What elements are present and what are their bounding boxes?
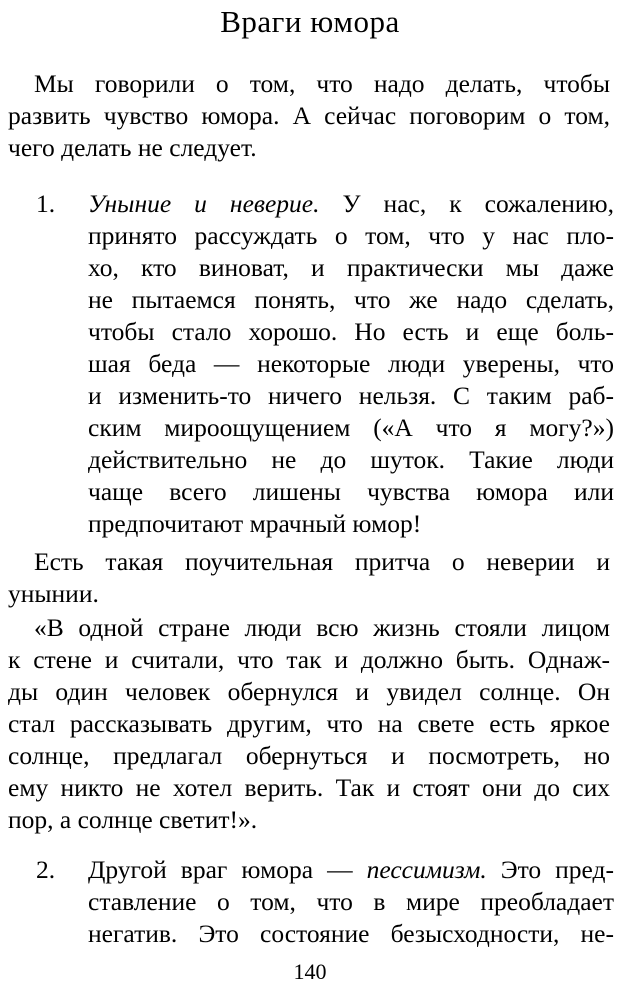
page-number: 140 [293,959,327,984]
text-line: унынии. [8,579,99,608]
text-line: хо, кто виноват, и практически мы даже [88,253,614,282]
text-line: и изменить-то ничего нельзя. С таким раб- [88,381,614,410]
text-line: шая беда — некоторые люди уверены, что [88,349,614,378]
text-line: пор, а солнце светит!». [8,805,258,834]
list-number: 1. [36,189,56,218]
text-line: Мы говорили о том, что надо делать, чтобы [34,69,610,98]
text-line: к стене и считали, что так и должно быть. Однаж- [8,645,610,674]
text-line [88,854,614,886]
text-line: чего делать не следует. [8,133,257,162]
text-line: чаще всего лишены чувства юмора или [88,477,614,506]
paragraph-parable [8,612,610,836]
paragraph-intro [8,68,610,164]
text-line: Есть такая поучительная притча о неверии и [34,547,610,576]
text-line: «В одной стране люди всю жизнь стояли лицом [34,613,610,642]
text-line: ды один человек обернулся и увидел солнце. Он [8,677,610,706]
chapter-title: Враги юмора [220,4,400,39]
text-line: ставление о том, что в мире преобладает [88,887,614,916]
text-line: действительно не до шуток. Такие люди [88,445,614,474]
text-line: негатив. Это состояние безысходности, не- [88,919,614,948]
list-number: 2. [36,855,56,884]
text-line: ским мироощущением («А что я могу?») [88,413,614,442]
text-run: Это пред- [486,855,614,884]
list-item-2 [36,854,614,950]
list-item-body [88,188,614,540]
italic-term: пессимизм. [366,855,487,884]
text-run: Другой враг юмора — [88,855,367,884]
text-line: солнце, предлагал обернуться и посмотреть, но [8,741,610,770]
text-line: развить чувство юмора. А сейчас поговорим о том, [8,101,610,130]
list-item-1 [36,188,614,540]
text-line [88,188,614,220]
text-line: не пытаемся понять, что же надо сделать, [88,285,614,314]
text-line: чтобы стало хорошо. Но есть и еще боль- [88,317,614,346]
text-line: стал рассказывать другим, что на свете есть яркое [8,709,610,738]
paragraph-parable-intro [8,546,610,610]
list-item-body [88,854,614,950]
text-line: предпочитают мрачный юмор! [88,509,422,538]
text-line: ему никто не хотел верить. Так и стоят они до сих [8,773,610,802]
italic-term: Уныние и неверие. [88,189,320,218]
text-line: принято рассуждать о том, что у нас пло- [88,221,614,250]
text-run: У нас, к сожалению, [319,189,614,218]
